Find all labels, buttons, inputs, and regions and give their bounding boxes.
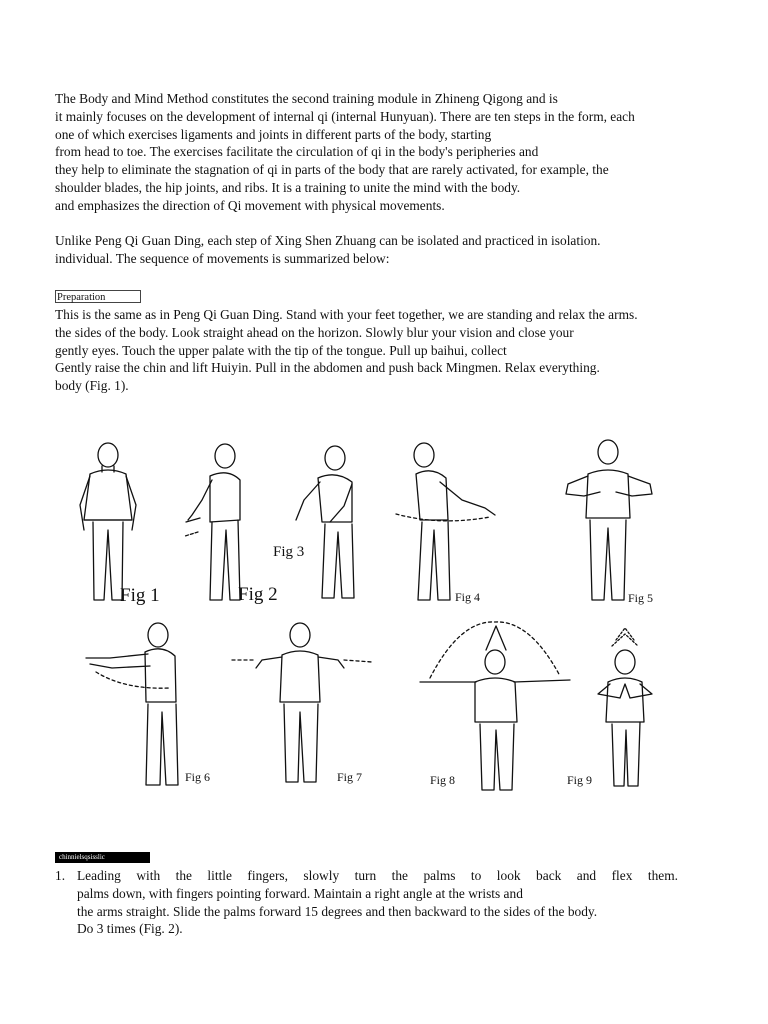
figure-8-arms-raised-arc [420,622,570,790]
figure-label-3: Fig 3 [273,544,305,560]
text-line: gently eyes. Touch the upper palate with the tip of the tongue. Pull up baihui, collect [55,342,507,358]
figure-label-4: Fig 4 [455,590,481,604]
figure-label-9: Fig 9 [567,773,593,787]
text-line: The Body and Mind Method constitutes the second training module in Zhineng Qigong and is [55,91,558,106]
figure-7-arms-out [232,623,372,782]
text-line: Do 3 times (Fig. 2). [77,921,183,937]
text-line: one of which exercises ligaments and joints in different parts of the body, starting [55,126,492,142]
figure-label-8: Fig 8 [430,773,456,787]
text-line: Unlike Peng Qi Guan Ding, each step of Xing Shen Zhuang can be isolated and practiced in isolation. [55,233,601,248]
step-number: 1. [55,868,66,883]
sequence-paragraph [55,232,735,268]
text-line: individual. The sequence of movements is summarized below: [55,250,390,266]
text-line: palms down, with fingers pointing forward. Maintain a right angle at the wrists and [77,885,523,901]
preparation-paragraph [55,306,735,395]
preparation-heading: Preparation [55,290,141,303]
step-1-item [55,867,735,938]
text-line: from head to toe. The exercises facilitate the circulation of qi in the body's peripheries and [55,144,539,160]
figure-label-1: Fig 1 [120,585,160,606]
text-line: the sides of the body. Look straight ahead on the horizon. Slowly blur your vision and close your [55,324,574,340]
text-line: shoulder blades, the hip joints, and ribs. It is a training to unite the mind with the body. [55,179,521,195]
text-line: they help to eliminate the stagnation of qi in parts of the body that are rarely activated, for example, the [55,162,609,178]
text-line: and emphasizes the direction of Qi movement with physical movements. [55,197,445,213]
text-line: This is the same as in Peng Qi Guan Ding. Stand with your feet together, we are standing and relax the arms. [55,307,638,322]
step-label-bar: chinnielsqsisslic [55,852,150,863]
figure-label-2: Fig 2 [238,584,278,605]
figure-3-diagonal-palms [296,446,354,598]
figure-4-arms-back [396,443,495,600]
text-line: Leading with the little fingers, slowly turn the palms to look back and flex them. [77,868,678,883]
figure-label-5: Fig 5 [628,591,654,605]
figure-1-front-standing [80,443,136,600]
figure-6-arms-forward [86,623,178,785]
figure-2-side-palms-flexed [185,444,240,600]
text-line: body (Fig. 1). [55,378,129,394]
figure-label-7: Fig 7 [337,770,363,784]
figure-9-hands-prayer [598,628,652,786]
figure-5-hands-at-waist [566,440,652,600]
figure-label-6: Fig 6 [185,770,211,784]
text-line: the arms straight. Slide the palms forward 15 degrees and then backward to the sides of the body. [77,903,598,919]
text-line: it mainly focuses on the development of internal qi (internal Hunyuan). There are ten steps in the form, each [55,108,635,124]
text-line: Gently raise the chin and lift Huiyin. Pull in the abdomen and push back Mingmen. Relax everything. [55,360,600,376]
intro-paragraph [55,90,735,215]
